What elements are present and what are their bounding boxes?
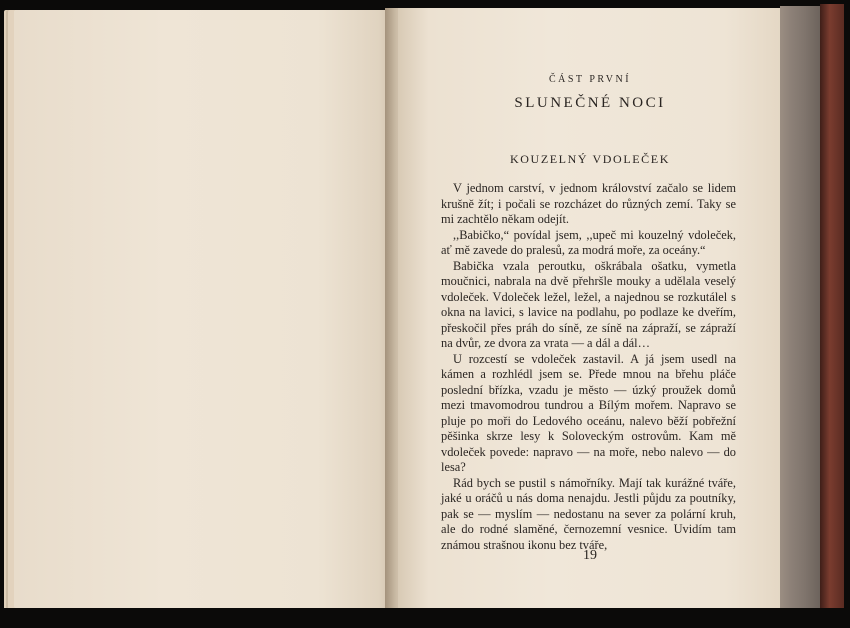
bottom-shadow [0, 608, 850, 628]
left-blank-page [14, 10, 394, 608]
paragraph: Rád bych se pustil s námořníky. Mají tak kurážné tváře, jaké u oráčů u nás doma nenajdu. Jestli půjdu za poutníky, pak se — myslím — nedostanu na sever za polární kruh, ale do rodné slaměné, černozemní vesnice. Uvidím tam známou strašnou ikonu bez tváře, [441, 475, 736, 552]
chapter-body [441, 181, 736, 553]
paragraph: U rozcestí se vdoleček zastavil. A já jsem usedl na kámen a rozhlédl jsem se. Přede mnou na břehu pláče poslední břízka, vzadu je město — úzký proužek domů mezi tmavomodrou tundrou a Bílým mořem. Napravo se pluje po moři do Ledového oceánu, nalevo běží pobřežní pěšinka skrze lesy k Soloveckým ostrovům. Kam mě vdoleček povede: napravo — na moře, nebo nalevo — do lesa? [441, 351, 736, 474]
book-title: SLUNEČNÉ NOCI [514, 95, 666, 111]
page-block-edge [780, 6, 822, 616]
page-number: 19 [583, 548, 597, 563]
paragraph: ,,Babičko,“ povídal jsem, ,,upeč mi kouzelný vdoleček, ať mě zavede do pralesů, za modrá moře, za oceány.“ [441, 227, 736, 257]
paragraph: V jednom carství, v jednom království začalo se lidem krušně žít; i počali se rozcházet do různých zemí. Taky se mi zachtělo někam odejít. [441, 181, 736, 226]
paragraph: Babička vzala peroutku, oškrábala ošatku, vymetla moučnici, nabrala na dvě přehršle mouky a udělala veselý vdoleček. Vdoleček ležel, ležel, a najednou se rozkutálel s okna na lavici, s lavice na podlahu, po podlaze ke dveřím, přeskočil přes práh do síně, ze síně na zápraží, se zápraží na dvůr, ze dvora za vrata — a dál a dál… [441, 258, 736, 350]
book-cover-edge [820, 4, 844, 618]
chapter-title: KOUZELNÝ VDOLEČEK [510, 152, 670, 166]
part-label: ČÁST PRVNÍ [548, 74, 632, 85]
